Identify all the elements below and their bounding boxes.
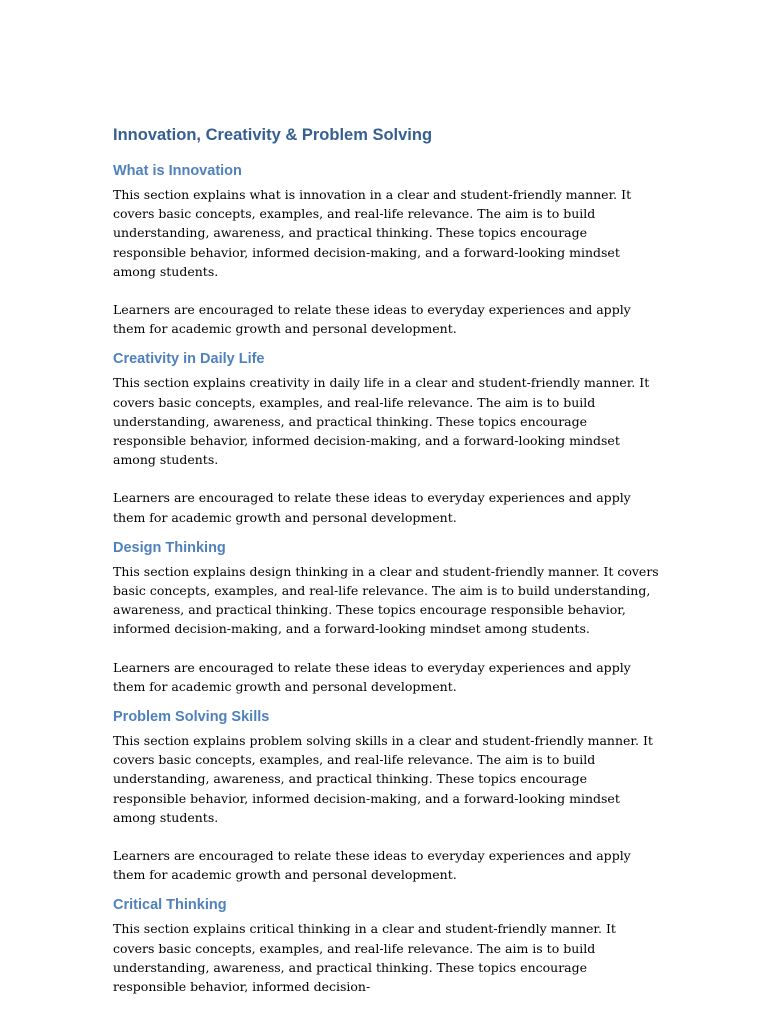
document-page [113, 124, 661, 1015]
section-paragraph: Learners are encouraged to relate these ideas to everyday experiences and apply them for academic growth and personal development. [113, 659, 631, 694]
section-heading: Design Thinking [113, 539, 226, 556]
document-title: Innovation, Creativity & Problem Solving [113, 126, 433, 144]
section-heading: Critical Thinking [113, 897, 227, 914]
section-paragraph: This section explains problem solving skills in a clear and student-friendly manner. It covers basic concepts, examples, and real-life relevance. The aim is to build understanding, awareness, and practical thinking. These topics encourage responsible behavior, informed decision-making, and a forward-looking mindset among students. [113, 733, 653, 825]
section-critical-thinking [113, 896, 661, 996]
section-heading: Creativity in Daily Life [113, 351, 265, 368]
section-paragraph: This section explains critical thinking in a clear and student-friendly manner. It covers basic concepts, examples, and real-life relevance. The aim is to build understanding, awareness, and practical thinking. These topics encourage responsible behavior, informed decision- [113, 921, 616, 995]
section-heading: What is Innovation [113, 163, 242, 179]
section-paragraph: Learners are encouraged to relate these ideas to everyday experiences and apply them for academic growth and personal development. [113, 490, 631, 525]
section-what-is-innovation [113, 162, 661, 338]
section-heading: Problem Solving Skills [113, 709, 270, 726]
section-paragraph: This section explains design thinking in a clear and student-friendly manner. It covers basic concepts, examples, and real-life relevance. The aim is to build understanding, awareness, and practical thinking. These topics encourage responsible behavior, informed decision-making, and a forward-looking mindset among students. [113, 563, 659, 637]
section-paragraph: Learners are encouraged to relate these ideas to everyday experiences and apply them for academic growth and personal development. [113, 848, 631, 883]
section-design-thinking [113, 539, 661, 696]
section-paragraph: Learners are encouraged to relate these ideas to everyday experiences and apply them for academic growth and personal development. [113, 302, 631, 337]
section-paragraph: This section explains what is innovation in a clear and student-friendly manner. It covers basic concepts, examples, and real-life relevance. The aim is to build understanding, awareness, and practical thinking. These topics encourage responsible behavior, informed decision-making, and a forward-looking mindset among students. [113, 187, 632, 279]
section-paragraph: This section explains creativity in daily life in a clear and student-friendly manner. It covers basic concepts, examples, and real-life relevance. The aim is to build understanding, awareness, and practical thinking. These topics encourage responsible behavior, informed decision-making, and a forward-looking mindset among students. [113, 375, 650, 468]
section-problem-solving-skills [113, 708, 661, 884]
section-creativity-in-daily-life [113, 350, 661, 526]
